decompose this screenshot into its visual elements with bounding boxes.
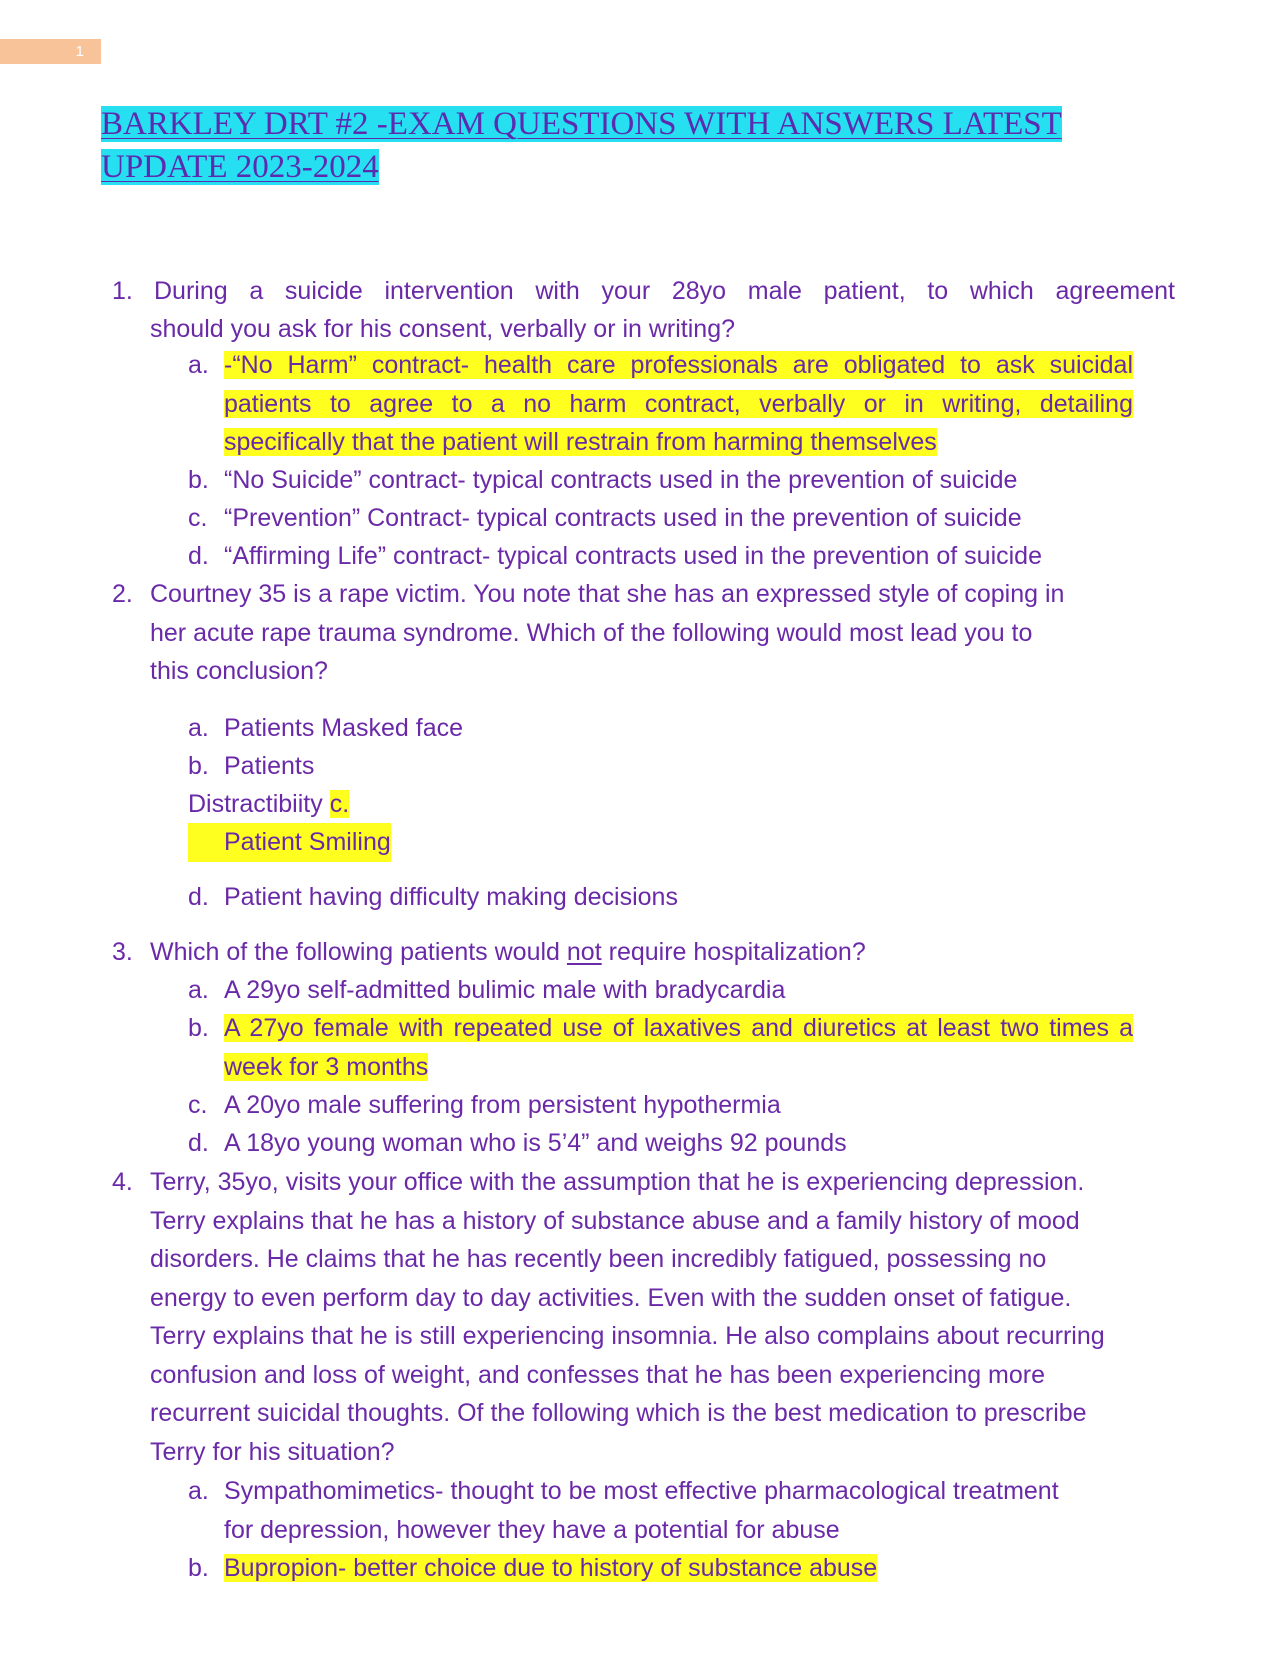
page-number-tab: 1 [0, 39, 101, 64]
question-text-line: disorders. He claims that he has recently been incredibly fatigued, possessing no [150, 1245, 1047, 1273]
option-text: Patient having difficulty making decisions [224, 883, 678, 911]
option-letter: a. [188, 714, 209, 742]
option-letter: b. [188, 1014, 209, 1042]
question-number: 4. [112, 1168, 133, 1196]
option-text-line: week for 3 months [224, 1052, 429, 1081]
option-letter: d. [188, 883, 209, 911]
question-text-line: Terry, 35yo, visits your office with the assumption that he is experiencing depression. [150, 1168, 1085, 1196]
question-text-line: this conclusion? [150, 657, 328, 685]
q2-option-c [188, 823, 391, 862]
question-text-line: her acute rape trauma syndrome. Which of the following would most lead you to [150, 618, 1033, 647]
option-text: “Prevention” Contract- typical contracts used in the prevention of suicide [224, 504, 1022, 532]
question-text-line: Terry for his situation? [150, 1437, 395, 1466]
q2-option-b-continued [188, 785, 349, 824]
option-text-line: specifically that the patient will restrain from harming themselves [224, 428, 937, 456]
option-letter: d. [188, 1129, 209, 1157]
question-text-post: require hospitalization? [601, 938, 866, 966]
option-text: Patients Masked face [224, 714, 464, 742]
question-text [150, 933, 1175, 972]
option-text-line: patients to agree to a no harm contract, verbally or in writing, detailing [224, 389, 1133, 418]
option-letter: d. [188, 542, 209, 570]
option-c-letter: c. [329, 790, 350, 818]
option-text-line: -“No Harm” contract- health care professionals are obligated to ask suicidal [224, 351, 1133, 379]
option-letter: a. [188, 1477, 209, 1505]
option-letter: b. [188, 466, 209, 494]
question-text-pre: Which of the following patients would [150, 938, 567, 966]
option-text-line: for depression, however they have a potential for abuse [224, 1515, 840, 1544]
document-title [101, 103, 1091, 189]
question-text-line: energy to even perform day to day activities. Even with the sudden onset of fatigue. [150, 1283, 1072, 1312]
question-text-line: should you ask for his consent, verbally or in writing? [150, 315, 736, 343]
option-letter: c. [188, 1091, 208, 1119]
option-text-line: Sympathomimetics- thought to be most effective pharmacological treatment [224, 1477, 1059, 1505]
question-text-line: Terry explains that he has a history of substance abuse and a family history of mood [150, 1206, 1080, 1235]
option-letter: b. [188, 752, 209, 780]
question-text-line: recurrent suicidal thoughts. Of the following which is the best medication to prescribe [150, 1399, 1087, 1427]
question-number: 2. [112, 580, 133, 608]
question-text-line: Terry explains that he is still experiencing insomnia. He also complains about recurring [150, 1322, 1105, 1350]
option-text-line: A 27yo female with repeated use of laxatives and diuretics at least two times a [224, 1014, 1133, 1042]
option-text: A 18yo young woman who is 5’4” and weighs 92 pounds [224, 1129, 847, 1157]
question-number: 3. [112, 938, 133, 966]
option-text: “Affirming Life” contract- typical contracts used in the prevention of suicide [224, 542, 1042, 570]
title-line-1: BARKLEY DRT #2 -EXAM QUESTIONS WITH ANSWERS LATEST [101, 106, 1062, 142]
option-letter: a. [188, 976, 209, 1004]
option-text: “No Suicide” contract- typical contracts used in the prevention of suicide [224, 466, 1018, 494]
question-text-emphasis: not [566, 938, 602, 966]
question-text-line: During a suicide intervention with your 28yo male patient, to which agreement [154, 277, 1175, 305]
option-text: Bupropion- better choice due to history of substance abuse [224, 1554, 878, 1582]
option-text: A 20yo male suffering from persistent hypothermia [224, 1091, 781, 1119]
option-text: Patient Smiling [188, 823, 391, 862]
option-letter: c. [188, 504, 208, 532]
option-letter: b. [188, 1554, 209, 1582]
option-letter: a. [188, 351, 209, 379]
option-text: Patients [224, 752, 315, 780]
question-text-line: confusion and loss of weight, and confesses that he has been experiencing more [150, 1360, 1046, 1389]
option-text: Distractibiity [188, 790, 323, 818]
option-text: A 29yo self-admitted bulimic male with bradycardia [224, 976, 786, 1004]
title-line-2: UPDATE 2023-2024 [101, 149, 379, 185]
question-number: 1. [112, 277, 133, 305]
question-text-line: Courtney 35 is a rape victim. You note that she has an expressed style of coping in [150, 580, 1065, 608]
